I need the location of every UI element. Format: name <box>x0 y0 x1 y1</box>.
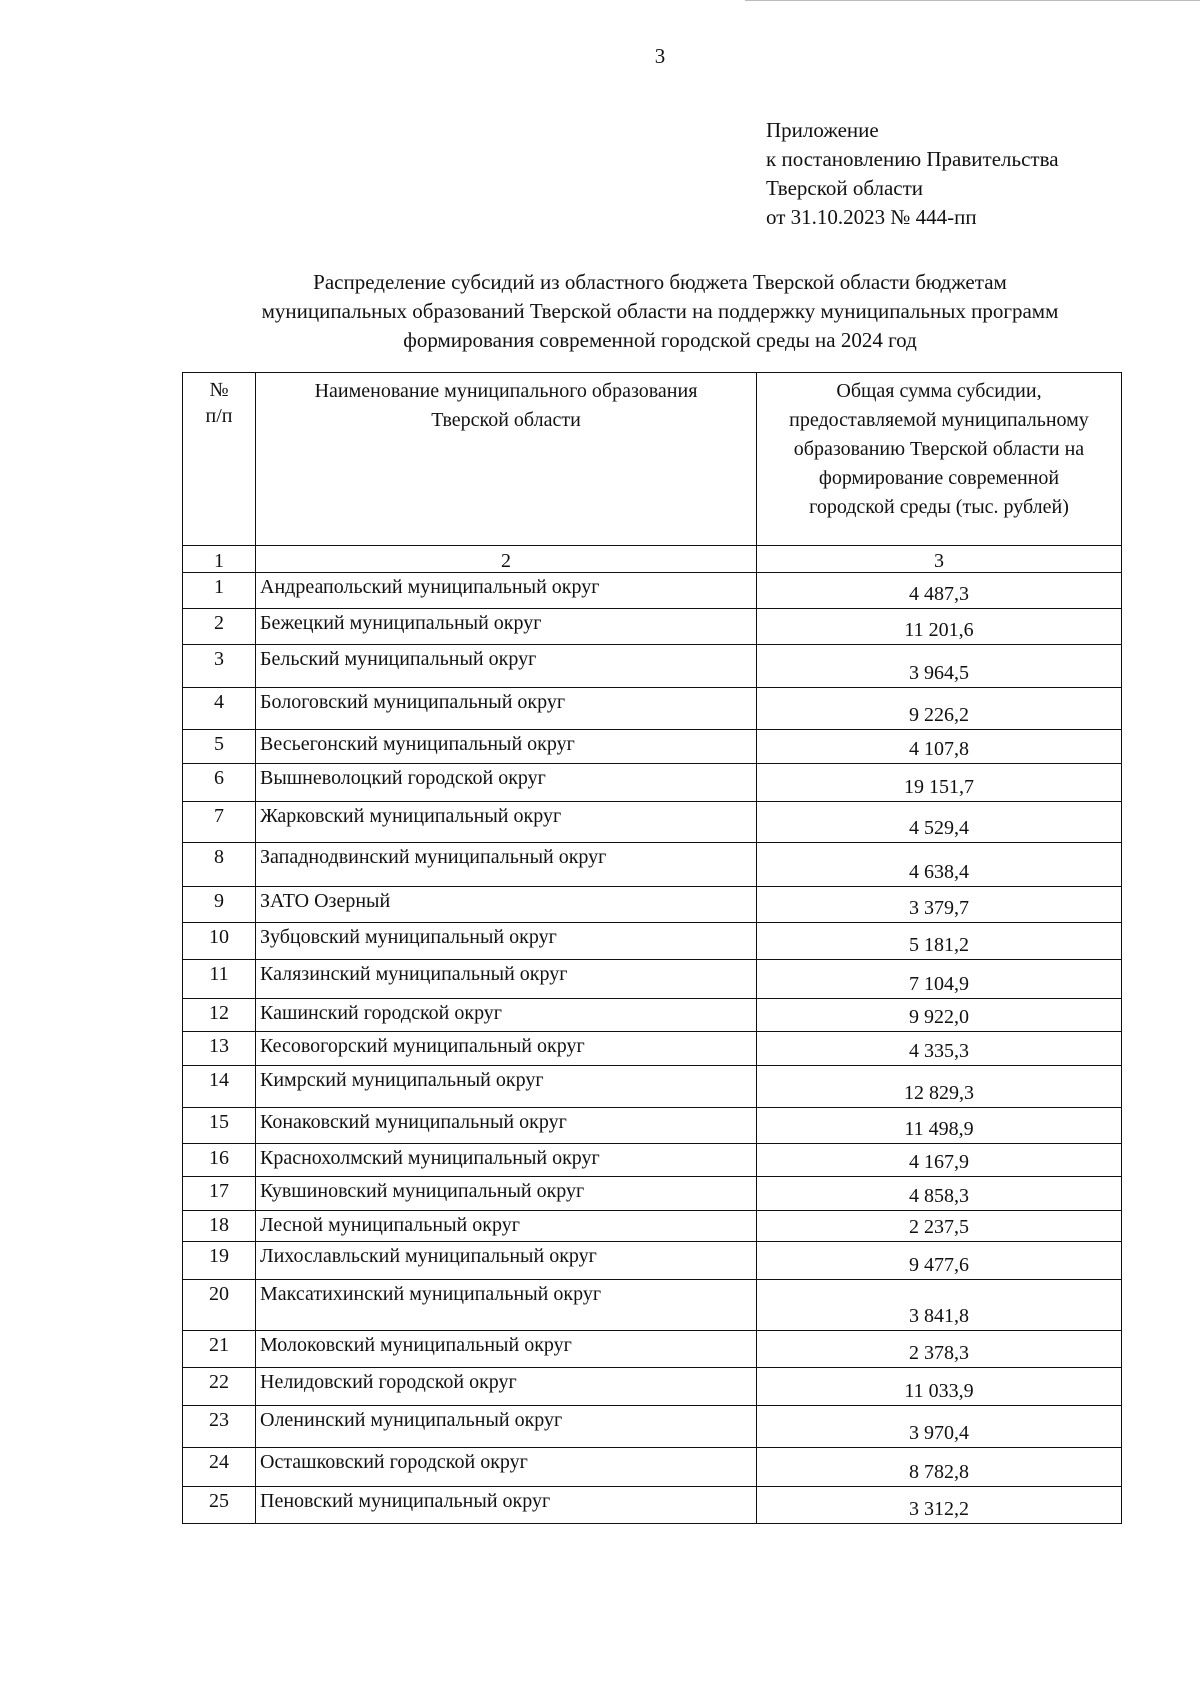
subsidy-amount: 9 477,6 <box>757 1242 1122 1280</box>
subsidy-amount: 9 226,2 <box>757 688 1122 730</box>
municipality-name: Западнодвинский муниципальный округ <box>256 843 757 887</box>
subsidy-amount: 4 335,3 <box>757 1032 1122 1066</box>
row-number: 25 <box>183 1487 256 1524</box>
row-number: 11 <box>183 960 256 999</box>
municipality-name: Осташковский городской округ <box>256 1448 757 1487</box>
row-number: 7 <box>183 802 256 843</box>
subsidy-amount: 11 201,6 <box>757 609 1122 645</box>
table-row <box>183 1032 1122 1066</box>
header-number: № п/п <box>183 373 256 546</box>
table-row <box>183 1406 1122 1448</box>
column-index-row <box>183 546 1122 573</box>
table-row <box>183 1242 1122 1280</box>
row-number: 21 <box>183 1331 256 1368</box>
appendix-line: Приложение <box>766 118 879 142</box>
subsidy-amount: 4 858,3 <box>757 1177 1122 1211</box>
municipality-name: Бологовский муниципальный округ <box>256 688 757 730</box>
subsidy-amount: 9 922,0 <box>757 999 1122 1032</box>
appendix-block <box>766 116 1059 232</box>
row-number: 2 <box>183 609 256 645</box>
top-edge-rule <box>745 0 1200 1</box>
row-number: 4 <box>183 688 256 730</box>
table-row <box>183 645 1122 688</box>
row-number: 22 <box>183 1368 256 1406</box>
municipality-name: Лихославльский муниципальный округ <box>256 1242 757 1280</box>
municipality-name: Кесовогорский муниципальный округ <box>256 1032 757 1066</box>
municipality-name: Максатихинский муниципальный округ <box>256 1280 757 1331</box>
row-number: 10 <box>183 923 256 960</box>
table-row <box>183 1487 1122 1524</box>
subsidy-amount: 7 104,9 <box>757 960 1122 999</box>
subsidy-amount: 3 312,2 <box>757 1487 1122 1524</box>
table-row <box>183 1368 1122 1406</box>
table-row <box>183 1448 1122 1487</box>
municipality-name: Бельский муниципальный округ <box>256 645 757 688</box>
subsidy-amount: 4 107,8 <box>757 730 1122 764</box>
municipality-name: Оленинский муниципальный округ <box>256 1406 757 1448</box>
appendix-line: Тверской области <box>766 176 924 200</box>
municipality-name: Зубцовский муниципальный округ <box>256 923 757 960</box>
appendix-line: к постановлению Правительства <box>766 147 1059 171</box>
table-row <box>183 764 1122 802</box>
appendix-line: от 31.10.2023 № 444-пп <box>766 205 977 229</box>
subsidy-amount: 4 638,4 <box>757 843 1122 887</box>
municipality-name: Лесной муниципальный округ <box>256 1211 757 1242</box>
header-name: Наименование муниципального образования Тверской области <box>256 373 757 546</box>
municipality-name: Молоковский муниципальный округ <box>256 1331 757 1368</box>
row-number: 8 <box>183 843 256 887</box>
municipality-name: Кимрский муниципальный округ <box>256 1066 757 1108</box>
row-number: 14 <box>183 1066 256 1108</box>
subsidy-amount: 3 970,4 <box>757 1406 1122 1448</box>
row-number: 15 <box>183 1108 256 1144</box>
municipality-name: Вышневолоцкий городской округ <box>256 764 757 802</box>
row-number: 18 <box>183 1211 256 1242</box>
table-header-row <box>183 373 1122 546</box>
row-number: 13 <box>183 1032 256 1066</box>
row-number: 19 <box>183 1242 256 1280</box>
subsidy-amount: 3 841,8 <box>757 1280 1122 1331</box>
row-number: 1 <box>183 573 256 609</box>
row-number: 20 <box>183 1280 256 1331</box>
subsidy-amount: 8 782,8 <box>757 1448 1122 1487</box>
municipality-name: Бежецкий муниципальный округ <box>256 609 757 645</box>
subsidy-amount: 19 151,7 <box>757 764 1122 802</box>
table-row <box>183 730 1122 764</box>
column-index: 3 <box>757 546 1122 573</box>
row-number: 23 <box>183 1406 256 1448</box>
row-number: 6 <box>183 764 256 802</box>
table-row <box>183 960 1122 999</box>
municipality-name: Нелидовский городской округ <box>256 1368 757 1406</box>
table-row <box>183 1280 1122 1331</box>
table-row <box>183 688 1122 730</box>
subsidy-amount: 2 237,5 <box>757 1211 1122 1242</box>
row-number: 3 <box>183 645 256 688</box>
municipality-name: Кашинский городской округ <box>256 999 757 1032</box>
municipality-name: ЗАТО Озерный <box>256 887 757 923</box>
header-sum: Общая сумма субсидии, предоставляемой муниципальному образованию Тверской области на формирование современной городской среды (тыс. рублей) <box>757 373 1122 546</box>
title-line: формирования современной городской среды на 2024 год <box>403 328 917 352</box>
table-row <box>183 1211 1122 1242</box>
table-row <box>183 1066 1122 1108</box>
table-row <box>183 843 1122 887</box>
subsidy-amount: 5 181,2 <box>757 923 1122 960</box>
subsidy-amount: 12 829,3 <box>757 1066 1122 1108</box>
table-row <box>183 573 1122 609</box>
table-row <box>183 999 1122 1032</box>
table-row <box>183 923 1122 960</box>
row-number: 12 <box>183 999 256 1032</box>
subsidy-amount: 11 033,9 <box>757 1368 1122 1406</box>
subsidy-amount: 3 964,5 <box>757 645 1122 688</box>
municipality-name: Весьегонский муниципальный округ <box>256 730 757 764</box>
subsidy-amount: 4 167,9 <box>757 1144 1122 1177</box>
municipality-name: Пеновский муниципальный округ <box>256 1487 757 1524</box>
subsidy-amount: 11 498,9 <box>757 1108 1122 1144</box>
subsidy-amount: 2 378,3 <box>757 1331 1122 1368</box>
row-number: 5 <box>183 730 256 764</box>
municipality-name: Андреапольский муниципальный округ <box>256 573 757 609</box>
row-number: 16 <box>183 1144 256 1177</box>
subsidy-amount: 4 487,3 <box>757 573 1122 609</box>
table-row <box>183 887 1122 923</box>
row-number: 24 <box>183 1448 256 1487</box>
row-number: 9 <box>183 887 256 923</box>
subsidy-amount: 4 529,4 <box>757 802 1122 843</box>
table-row <box>183 1177 1122 1211</box>
municipality-name: Жарковский муниципальный округ <box>256 802 757 843</box>
subsidy-amount: 3 379,7 <box>757 887 1122 923</box>
document-title <box>200 268 1120 355</box>
table-row <box>183 1331 1122 1368</box>
table-row <box>183 802 1122 843</box>
municipality-name: Конаковский муниципальный округ <box>256 1108 757 1144</box>
municipality-name: Калязинский муниципальный округ <box>256 960 757 999</box>
title-line: муниципальных образований Тверской области на поддержку муниципальных программ <box>261 299 1059 323</box>
table-row <box>183 609 1122 645</box>
table-row <box>183 1108 1122 1144</box>
column-index: 2 <box>256 546 757 573</box>
table-body <box>183 573 1122 1524</box>
municipality-name: Краснохолмский муниципальный округ <box>256 1144 757 1177</box>
municipality-name: Кувшиновский муниципальный округ <box>256 1177 757 1211</box>
row-number: 17 <box>183 1177 256 1211</box>
column-index: 1 <box>183 546 256 573</box>
title-line: Распределение субсидий из областного бюджета Тверской области бюджетам <box>313 270 1007 294</box>
subsidy-table <box>182 372 1122 1524</box>
table-row <box>183 1144 1122 1177</box>
page-number: 3 <box>654 44 666 68</box>
